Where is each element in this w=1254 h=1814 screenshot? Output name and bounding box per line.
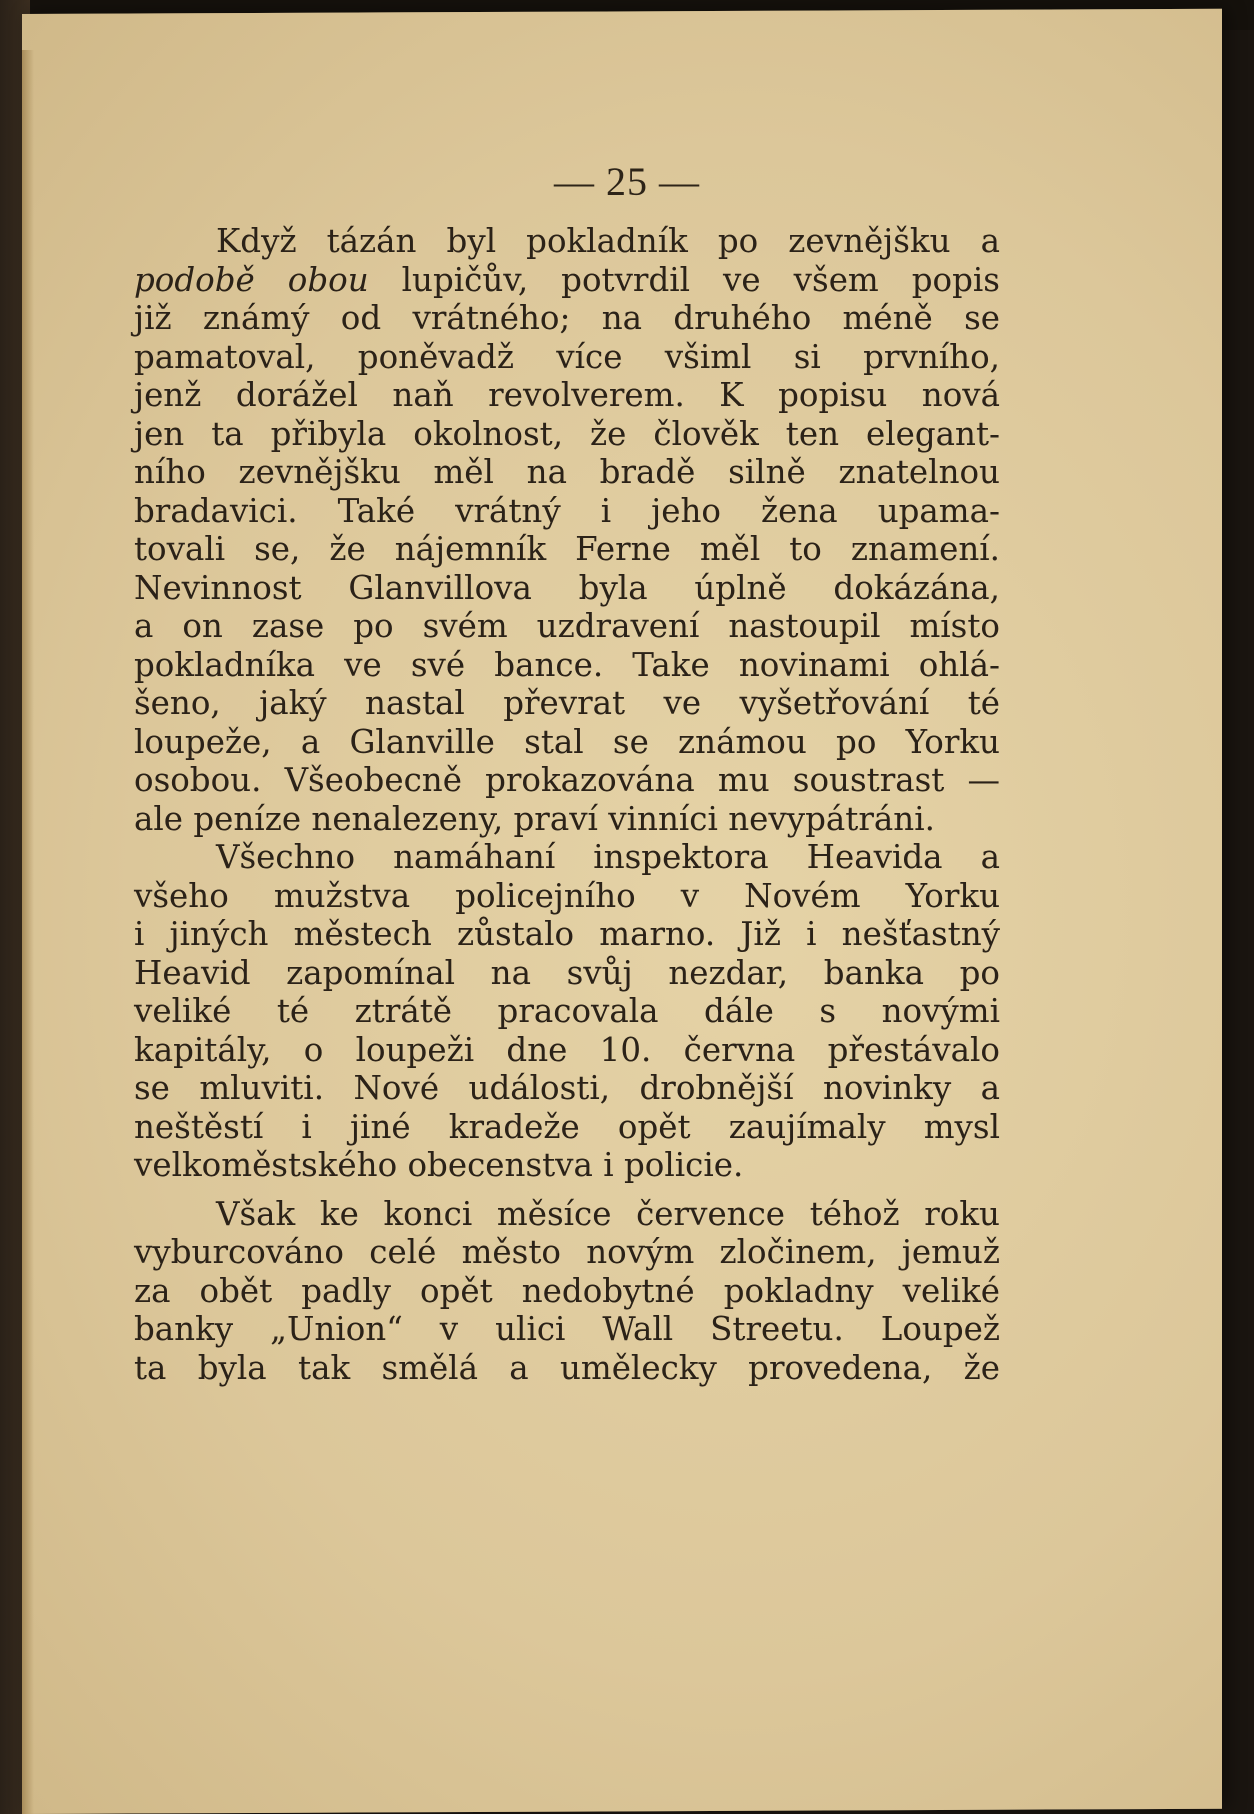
text-line: všeho mužstva policejního v Novém Yorku <box>134 876 1000 915</box>
text-line: bradavici. Také vrátný i jeho žena upama- <box>134 491 1000 530</box>
text-line: se mluviti. Nové události, drobnější novinky a <box>134 1069 1000 1107</box>
text-line: i jiných městech zůstalo marno. Již i nešťastný <box>134 915 1000 953</box>
paragraph-gap <box>134 1185 1000 1195</box>
text-line: ního zevnějšku měl na bradě silně znatelnou <box>134 453 1000 491</box>
text-line: veliké té ztrátě pracovala dále s novými <box>134 992 1000 1030</box>
italic-emphasis: podobě obou <box>134 260 369 299</box>
text-line: velkoměstského obecenstva i policie. <box>134 1146 744 1184</box>
text-line: ta byla tak smělá a umělecky provedena, že <box>134 1348 1000 1387</box>
text-line: ale peníze nenalezeny, praví vinníci nevypátráni. <box>134 799 935 838</box>
text-line: kapitály, o loupeži dne 10. června přestávalo <box>134 1030 1000 1069</box>
text-line: Všechno namáhaní inspektora Heavida a <box>216 838 1000 876</box>
text-line: neštěstí i jiné kradeže opět zaujímaly mysl <box>134 1107 1000 1146</box>
text-line: podobě obou lupičův, potvrdil ve všem popis <box>134 260 1000 299</box>
text-line: tovali se, že nájemník Ferne měl to znamení. <box>134 530 1000 568</box>
text-line: Když tázán byl pokladník po zevnějšku a <box>216 222 1000 260</box>
text-line: a on zase po svém uzdravení nastoupil místo <box>134 607 1000 645</box>
text-line: osobou. Všeobecně prokazována mu soustrast — <box>134 761 1000 799</box>
text-line: jen ta přibyla okolnost, že člověk ten elegant- <box>134 414 1000 453</box>
text-line: Však ke konci měsíce července téhož roku <box>216 1194 1000 1233</box>
text-line: za obět padly opět nedobytné pokladny veliké <box>134 1271 1000 1310</box>
text-line: jenž dorážel naň revolverem. K popisu nová <box>134 376 1000 414</box>
text-line: šeno, jaký nastal převrat ve vyšetřování té <box>134 684 1000 722</box>
body-text <box>134 222 1000 1387</box>
text-line: Heavid zapomínal na svůj nezdar, banka po <box>134 953 1000 992</box>
text-line: pamatoval, poněvadž více všiml si prvního, <box>134 337 1000 376</box>
text-line: pokladníka ve své bance. Take novinami ohlá- <box>134 645 1000 684</box>
text-line: banky „Union“ v ulici Wall Streetu. Loupež <box>134 1310 1000 1348</box>
text-line: loupeže, a Glanville stal se známou po Yorku <box>134 722 1000 761</box>
page-number: — 25 — <box>554 159 700 204</box>
paper-gutter-shadow <box>22 50 34 1814</box>
text-line: již známý od vrátného; na druhého méně se <box>134 299 1000 337</box>
text-line: vyburcováno celé město novým zločinem, jemuž <box>134 1233 1000 1271</box>
text-line: Nevinnost Glanvillova byla úplně dokázána, <box>134 568 1000 607</box>
